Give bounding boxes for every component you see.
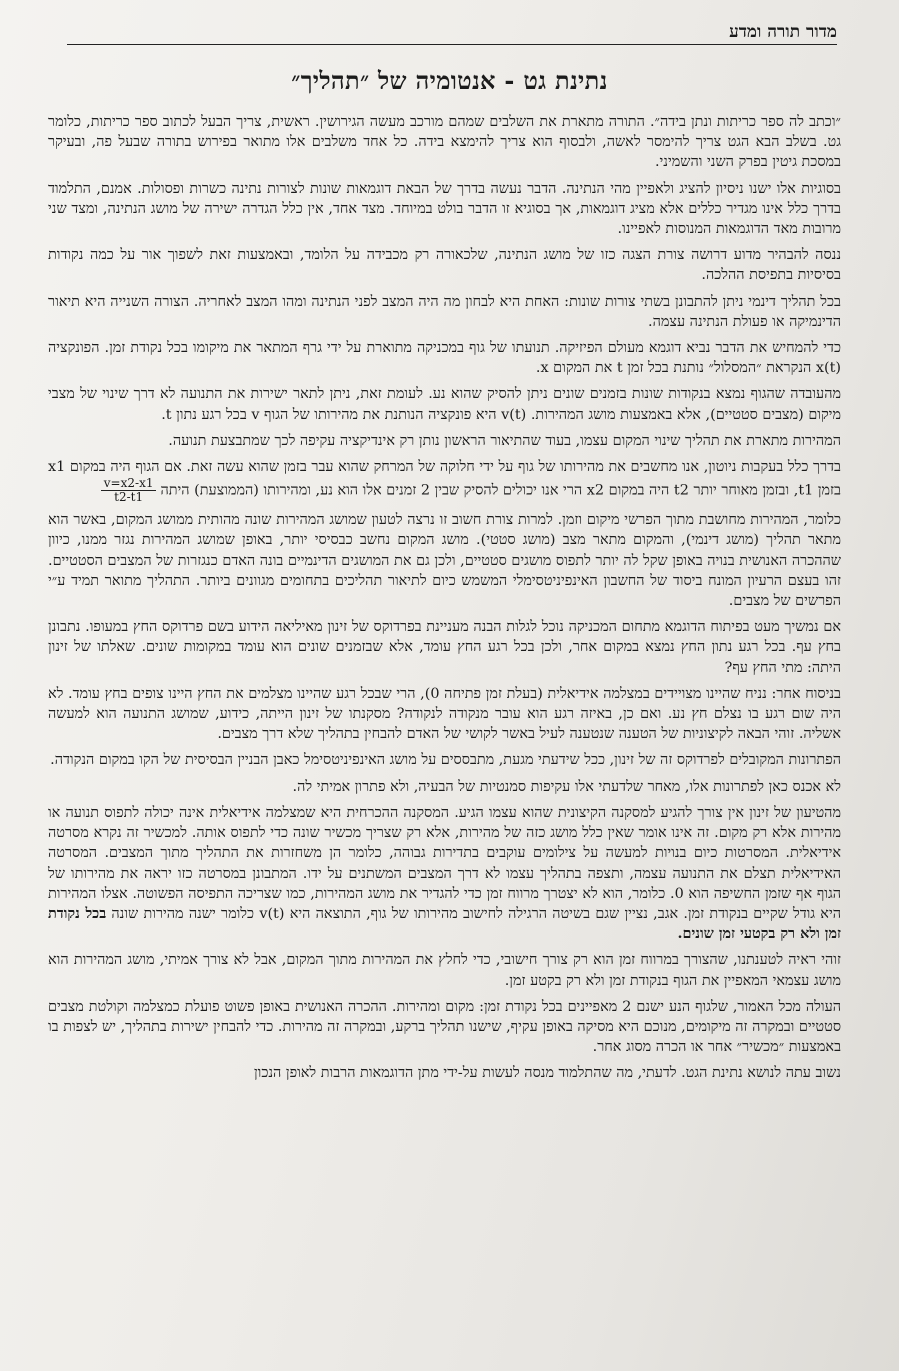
paragraph: בניסוח אחר: נניח שהיינו מצויידים במצלמה אידיאלית (בעלת זמן פתיחה 0), הרי שבכל רגע שהיינו מצלמים את החץ היינו צופים בחץ עומד. לא היה שום רגע בו נצלם חץ נע. ואם כן, באיזה רגע הוא עובר מנקודה לנקודה? מסקנתו של זינון הייתה, כידוע, שמושג התנועה הוא למעשה אשליה. זוהי הבאה לקיצוניות של הטענה שנטענה לעיל באשר לקושי של האדם להבחין בתהליך שלא דרך מצבים.	[48, 685, 841, 743]
article-body	[48, 112, 841, 1090]
paragraph: כדי להמחיש את הדבר נביא דוגמא מעולם הפיזיקה. תנועתו של גוף במכניקה מתוארת על ידי גרף המתאר את מיקומו בכל נקודת זמן. הפונקציה x(t) הנקראת ״המסלול״ נותנת בכל זמן t את המקום x.	[48, 340, 841, 377]
formula-numerator: v=x2-x1	[101, 477, 157, 491]
paragraph: העולה מכל האמור, שלגוף הנע ישנם 2 מאפיינים בכל נקודת זמן: מקום ומהירות. ההכרה האנושית באופן פשוט פועלת כמצלמה וקולטת מצבים סטטיים ובמקרה זה מיקומים, מנוכם היא מסיקה באופן עקיף, שישנו תהליך ברקע, ובמקרה זה מהירות. כדי להבחין ישירות בתהליך, יש לצפות בו באמצעות ״מכשיר״ אחר או הכרה מסוג אחר.	[48, 998, 841, 1056]
paragraph: בכל תהליך דינמי ניתן להתבונן בשתי צורות שונות: האחת היא לבחון מה היה המצב לפני הנתינה ומהו המצב לאחריה. הצורה השנייה היא תיאור הדינמיקה או פעולת הנתינה עצמה.	[48, 293, 841, 330]
paragraph: ננסה להבהיר מדוע דרושה צורת הצגה כזו של מושג הנתינה, שלכאורה רק מכבידה על הלומד, ובאמצעות זאת לשפוך אור על כמה נקודות בסיסיות בתפיסת ההלכה.	[48, 247, 841, 284]
paragraph	[48, 803, 841, 944]
paragraph: כלומר, המהירות מחושבת מתוך הפרשי מיקום וזמן. למרות צורת חשוב זו נרצה לטעון שמושג המהירות שונה מהותית ממושג המקום, באשר הוא מתאר תהליך (מושג דינמי), והמקום מתאר מצב (מושג סטטי). מושג המקום נחשב כבסיסי יותר, באופן שמושג המהירות נגזר ממנו, כיוון שההכרה האנושית בנויה באופן שקל לה יותר לתפוס מושגים סטטיים, ולכן גם את המושגים הדינמיים בונה האדם כנגזרות של המצבים הסטטיים. זהו בעצם הרעיון המונח ביסוד של החשבון האינפיניטסימלי המשמש כיום לתיאור תהליכים בתחומים מגוונים ביותר. התהליך מתואר תמיד ע״י הפרשים של מצבים.	[48, 512, 841, 610]
paragraph: המהירות מתארת את תהליך שינוי המקום עצמו, בעוד שהתיאור הראשון נותן רק אינדיקציה עקיפה לכך שמתבצעת תנועה.	[168, 432, 841, 449]
article-title: נתינת גט - אנטומיה של ״תהליך״	[291, 66, 608, 95]
paragraph: נשוב עתה לנושא נתינת הגט. לדעתי, מה שהתלמוד מנסה לעשות על-ידי מתן הדוגמאות הרבות לאופן הנכון	[253, 1065, 841, 1082]
bold-phrase: בכל נקודת זמן ולא רק בקטעי זמן שונים.	[48, 904, 841, 943]
formula-denominator: t2-t1	[114, 490, 144, 505]
paragraph	[48, 457, 841, 504]
section-header: מדור תורה ומדע	[67, 22, 837, 45]
paragraph: בסוגיות אלו ישנו ניסיון להציג ולאפיין מהי הנתינה. הדבר נעשה בדרך של הבאת דוגמאות שונות לצורות נתינה כשרות ופסולות. אמנם, התלמוד בדרך כלל אינו מגדיר כללים אלא מציג דוגמאות, אך בסוגיא זו הדבר בולט במיוחד. מצד אחד, אין כלל הגדרה ישירה של מושג הנתינה, ומצד שני מרובות מאד הדוגמאות המנוסות לאפיינו.	[48, 180, 841, 238]
paragraph: מהעובדה שהגוף נמצא בנקודות שונות בזמנים שונים ניתן להסיק שהוא נע. לעומת זאת, ניתן לתאר ישירות את התנועה לא דרך שינוי של מצבי מיקום (מצבים סטטיים), אלא באמצעות מושג המהירות. v(t) היא פונקציה הנותנת את מהירותו של הגוף v בכל רגע נתון t.	[48, 386, 841, 423]
paragraph: הפתרונות המקובלים לפרדוקס זה של זינון, ככל שידעתי מגעת, מתבססים על מושג האינפיניטסימל כאבן הבניין הבסיסית של הקו במקום הנקודה.	[50, 752, 841, 769]
paragraph-text: מהטיעון של זינון אין צורך להגיע למסקנה הקיצונית שהוא עצמו הגיע. המסקנה ההכרחית היא שמצלמה אידיאלית אינה יכולה לתפוס תנועה או מהירות אלא רק מקום. זה אינו אומר שאין כלל מושג כזה של מהירות, אלא רק שצריך מכשיר שונה כדי לתפוס אותה. למכשיר זה נקרא מסרטה אידיאלית. המסרטות כיום בנויות למעשה על צילומים עוקבים בתדירות גבוהה, כלומר הן משחזרות את התהליך מתוך המצבים. המסרטה האידיאלית תצלם את התנועה עצמה, ותצפה בתהליך עצמו לא דרך המצבים המשתנים על ידו. המתבונן במסרטה כזו יראה את מהירותו של הגוף אף שזמן החשיפה הוא 0. כלומר, הוא לא יצטרך מרווח זמן כדי להגדיר את מושג המהירות, כמו שצריכה התפיסה הפשוטה. אצלו המהירות היא גודל שקיים בנקודת זמן. אגב, נציין שגם בשיטה הרגילה לחישוב מהירותו של גוף, התוצאה היא v(t) כלומר ישנה מהירות שונה	[48, 804, 841, 922]
paragraph-text: בדרך כלל בעקבות ניוטון, אנו מחשבים את מהירותו של גוף על ידי חלוקה של המרחק שהוא עבר בזמן שהוא עשה זאת. אם הגוף היה במקום x1 בזמן t1, ובזמן מאוחר יותר t2 היה במקום x2 הרי אנו יכולים להסיק שבין 2 זמנים אלו הוא נע, ומהירותו (הממוצעת) היתה	[48, 459, 841, 499]
paragraph: ״וכתב לה ספר כריתות ונתן בידה״. התורה מתארת את השלבים שמהם מורכב מעשה הגירושין. ראשית, צריך הבעל לכתוב ספר כריתות, כלומר גט. בשלב הבא הגט צריך להימסר לאשה, ולבסוף הוא צריך להימצא בידה. כל אחד משלבים אלו מתואר בפירוש בתורה שבעל פה, ובעיקר במסכת גיטין בפרק השני והשמיני.	[48, 114, 841, 171]
paragraph: אם נמשיך מעט בפיתוח הדוגמא מתחום המכניקה נוכל לגלות הבנה מעניינת בפרדוקס של זינון מאיליאה הידוע בשם פרדוקס החץ במעופו. נתבונן בחץ עף. בכל רגע נתון החץ נמצא במקום אחר, ולכן בכל רגע החץ עומד, אלא שבזמנים שונים הוא עומד במקומות שונים. שאלתו של זינון היתה: מתי החץ עף?	[48, 619, 841, 676]
paragraph: לא אכנס כאן לפתרונות אלו, מאחר שלדעתי אלו עקיפות סמנטיות של הבעיה, ולא פתרון אמיתי לה.	[292, 778, 841, 795]
paragraph: זוהי ראיה לטענתנו, שהצורך במרווח זמן הוא רק צורך חישובי, כדי לחלץ את המהירות מתוך המקום, אבל לא צורך אמיתי, מושג המהירות הוא מושג עצמאי המאפיין את הגוף בנקודת זמן ולא רק בקטע זמן.	[48, 952, 841, 989]
velocity-formula	[101, 477, 157, 504]
